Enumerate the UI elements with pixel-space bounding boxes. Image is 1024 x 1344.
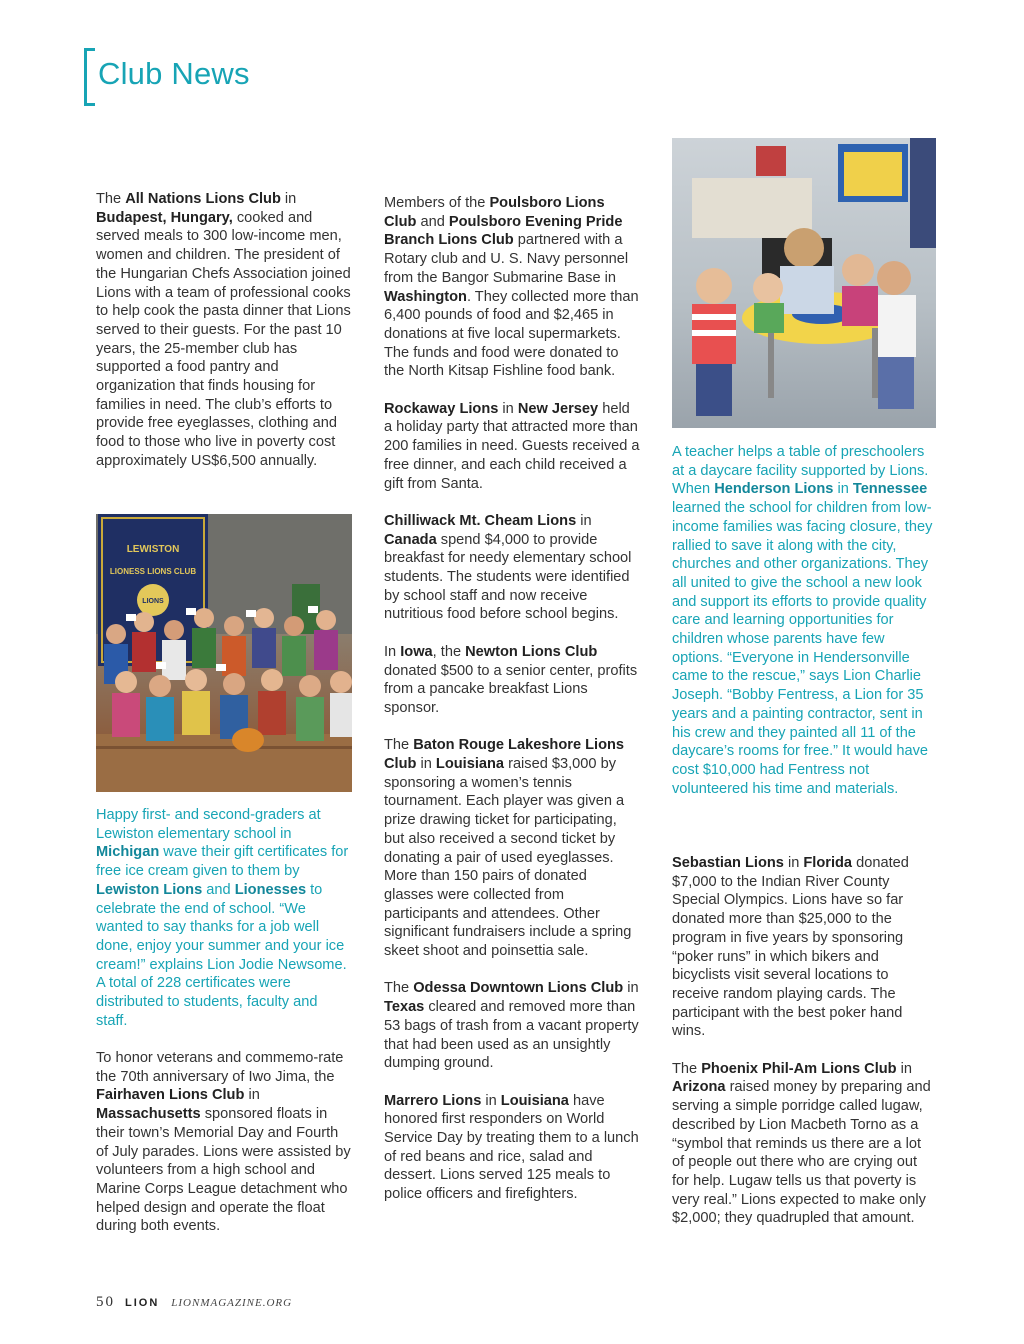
page-footer	[96, 1293, 292, 1311]
article-rockaway: Rockaway Lions in New Jersey held a holiday party that attracted more than 200 families in need. Guests received a free dinner, and each child received a gift from Santa.	[384, 400, 640, 492]
article-odessa: The Odessa Downtown Lions Club in Texas cleared and removed more than 53 bags of trash from a vacant property that had been used as an unsightly dumping ground.	[384, 980, 639, 1072]
lewiston-photo-caption	[96, 806, 352, 1049]
caption-text: A teacher helps a table of preschoolers at a daycare facility supported by Lions. When Henderson Lions in Tennessee learned the school for children from low-income families was facing closure, they rallied to save it along with the city, churches and other organizations. They all united to give the school a new look and support its efforts to provide quality care and learning opportunities for children whose parents have few options. “Everyone in Hendersonville came to the rescue,” says Lion Charlie Joseph. “Bobby Fentress, a Lion for 35 years and a painting contractor, sent in his crew and they painted all 11 of the daycare’s rooms for free.” It would have cost $10,000 had Fentress not volunteered his time and materials.	[672, 444, 933, 797]
article-baton-rouge: The Baton Rouge Lakeshore Lions Club in Louisiana raised $3,000 by sponsoring a women’s tennis tournament. Each player was given a prize drawing ticket for participating, but also received a second ticket by donating a pair of used eyeglasses. More than 150 pairs of donated glasses were collected from participants and attendees. Other significant fundraisers include a spring skeet shoot and poinsettia sale.	[384, 737, 632, 960]
column-1	[96, 190, 352, 489]
article-phoenix: The Phoenix Phil-Am Lions Club in Arizona raised money by preparing and serving a simple porridge called lugaw, described by Lion Macbeth Torno as a “symbol that reminds us there are a lot of people out there who are crying out for help. Lugaw tells us that poverty is very real.” Lions expected to make only $2,000; they quadrupled that amount.	[672, 1060, 931, 1227]
banner-text-middle: LIONESS LIONS CLUB	[109, 567, 197, 576]
article-newton: In Iowa, the Newton Lions Club donated $500 to a senior center, profits from a pancake breakfast Lions sponsor.	[384, 643, 638, 716]
header-bracket	[84, 48, 95, 106]
article-all-nations: The All Nations Lions Club in Budapest, Hungary, cooked and served meals to 300 low-income men, women and children. The president of the Hungarian Chefs Association joined Lions with a team of professional cooks to help cook the pasta dinner that Lions served to their guests. For the past 10 years, the 25-member club has supported a food pantry and organization that finds housing for families in need. The club’s efforts to provide free eyeglasses, clothing and food to those who live in poverty cost approximately US$6,500 annually.	[96, 191, 351, 469]
caption-text: Happy first- and second-graders at Lewiston elementary school in Michigan wave their gift certificates for free ice cream given to them by Lewiston Lions and Lionesses to celebrate the end of school. “We wanted to say thanks for a job well done, enjoy your summer and your ice cream!” explains Lion Jodie Newsome. A total of 228 certificates were distributed to students, faculty and staff.	[96, 807, 349, 1029]
banner-text-top: LEWISTON	[126, 544, 180, 555]
banner-emblem-text: LIONS	[142, 598, 164, 605]
article-sebastian: Sebastian Lions in Florida donated $7,000 to the Indian River County Special Olympics. Lions have so far donated more than $25,000 to the program in five years by sponsoring “poker runs” in which bikers and bicyclists visit several locations to receive random playing cards. The participant with the best poker hand wins.	[672, 855, 909, 1040]
column-3-lower	[672, 854, 936, 1247]
article-marrero: Marrero Lions in Louisiana have honored first responders on World Service Day by treating them to a lunch of red beans and rice, salad and dessert. Lions served 125 meals to police officers and firefighters.	[384, 1092, 639, 1203]
page-number: 50	[96, 1294, 115, 1310]
column-2	[384, 194, 640, 1223]
magazine-name: LION	[125, 1297, 160, 1309]
column-1-lower	[96, 1049, 352, 1255]
article-fairhaven: To honor veterans and commemo-rate the 70th anniversary of Iwo Jima, the Fairhaven Lions Club in Massachusetts sponsored floats in their town’s Memorial Day and Fourth of July parades. Lions were assisted by volunteers from a high school and Marine Corps League detachment who helped design and operate the float during both events.	[96, 1050, 351, 1235]
page-title: Club News	[98, 56, 250, 91]
daycare-photo-caption	[672, 443, 936, 817]
article-poulsboro: Members of the Poulsboro Lions Club and Poulsboro Evening Pride Branch Lions Club partnered with a Rotary club and U. S. Navy personnel from the Bangor Submarine Base in Washington. They collected more than 6,400 pounds of food and $2,465 in donations at five local supermarkets. The funds and food were donated to the North Kitsap Fishline food bank.	[384, 195, 639, 380]
daycare-preschoolers-photo	[672, 138, 936, 428]
toy-lion	[232, 728, 264, 752]
photo-illustration	[96, 514, 352, 792]
photo-illustration	[672, 138, 936, 428]
lewiston-students-photo	[96, 514, 352, 792]
website-url: LIONMAGAZINE.ORG	[171, 1297, 293, 1309]
article-chilliwack: Chilliwack Mt. Cheam Lions in Canada spend $4,000 to provide breakfast for needy elementary school students. The students were identified by school staff and now receive nutritious food before school begins.	[384, 512, 632, 623]
